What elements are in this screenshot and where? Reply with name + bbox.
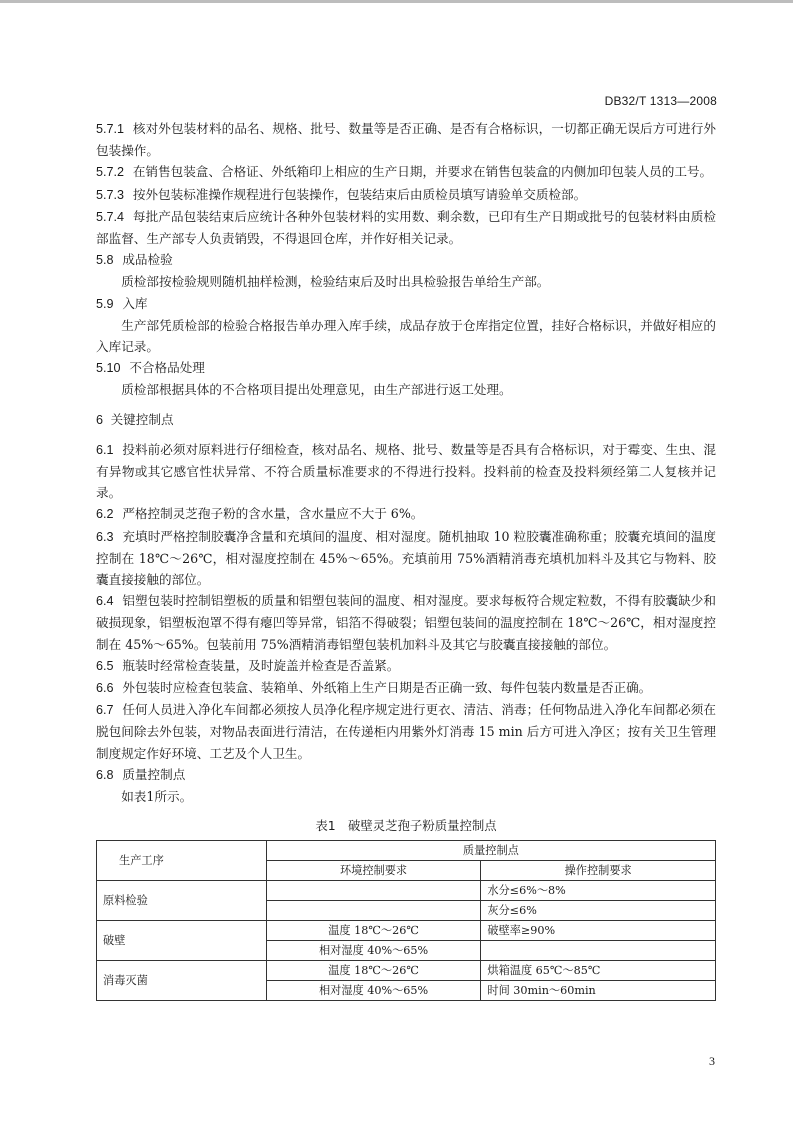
quality-control-table: [96, 840, 716, 1001]
cell-env: 相对湿度 40%～65%: [266, 980, 481, 1000]
clause-5-7-1: [96, 118, 716, 161]
clause-text: 核对外包装材料的品名、规格、批号、数量等是否正确、是否有合格标识，一切都正确无误后方可进行外包装操作。: [96, 121, 716, 159]
cell-op: 烘箱温度 65℃～85℃: [481, 960, 716, 980]
clause-5-7-3: [96, 184, 716, 206]
clause-6-2: [96, 503, 716, 525]
clause-number: 6.7: [96, 703, 114, 718]
clause-6-1: [96, 439, 716, 504]
clause-6-3: [96, 526, 716, 591]
clause-title: 入库: [122, 295, 148, 311]
cell-op: 时间 30min～60min: [481, 980, 716, 1000]
header-op: 操作控制要求: [481, 860, 716, 880]
chapter-title: 关键控制点: [110, 411, 174, 427]
chapter-6-heading: [96, 409, 716, 431]
cell-op: 破壁率≥90%: [481, 920, 716, 940]
clause-number: 6.8: [96, 767, 114, 782]
table-header-row: [97, 840, 716, 860]
clause-text: 投料前必须对原料进行仔细检查，核对品名、规格、批号、数量等是否具有合格标识，对于霉变、生虫、混有异物或其它感官性状异常、不符合质量标准要求的不得进行投料。投料前的检查及投料须经第二人复核并记录。: [96, 441, 716, 501]
main-content: [96, 118, 716, 1001]
document-code: DB32/T 1313—2008: [604, 94, 717, 108]
table-row: [97, 880, 716, 900]
clause-6-8-heading: [96, 764, 716, 786]
clause-5-10-text: 质检部根据具体的不合格项目提出处理意见，由生产部进行返工处理。: [121, 382, 512, 398]
table-row: [97, 920, 716, 940]
clause-title: 不合格品处理: [129, 360, 205, 376]
clause-number: 6.2: [96, 507, 114, 522]
clause-number: 6.3: [96, 529, 114, 544]
clause-number: 6.1: [96, 442, 114, 457]
clause-text: 铝塑包装时控制铝塑板的质量和铝塑包装间的温度、相对湿度。要求每板符合规定粒数，不得有胶囊缺少和破损现象，铝塑板泡罩不得有瘪凹等异常，铝箔不得破裂；铝塑包装间的温度控制在 18℃～26℃，相对湿度控制在 45%～65%。包装前用 75%酒精消毒铝塑包装机加料斗及其它与胶囊直接接触的部位。: [96, 593, 716, 652]
clause-text: 按外包装标准操作规程进行包装操作，包装结束后由质检员填写请验单交质检部。: [132, 186, 587, 202]
clause-6-5: [96, 655, 716, 677]
clause-number: 5.7.1: [96, 122, 125, 136]
cell-op: [481, 940, 716, 960]
clause-text: 每批产品包装结束后应统计各种外包装材料的实用数、剩余数，已印有生产日期或批号的包装材料由质检部监督、生产部专人负责销毁，不得退回仓库，并作好相关记录。: [96, 208, 716, 247]
clause-title: 质量控制点: [122, 766, 186, 782]
scan-edge: [0, 0, 793, 3]
clause-5-9-text: 生产部凭质检部的检验合格报告单办理入库手续，成品存放于仓库指定位置，挂好合格标识，并做好相应的入库记录。: [96, 317, 716, 355]
chapter-number: 6: [96, 412, 104, 427]
cell-env: [266, 880, 481, 900]
clause-6-7: [96, 699, 716, 764]
cell-env: 相对湿度 40%～65%: [266, 940, 481, 960]
clause-5-7-4: [96, 206, 716, 249]
clause-text: 任何人员进入净化车间都必须按人员净化程序规定进行更衣、清洁、消毒；任何物品进入净化车间都必须在脱包间除去外包装，对物品表面进行清洁，在传递柜内用紫外灯消毒 15 min 后方可进入净区；按有关卫生管理制度规定作好环境、工艺及个人卫生。: [96, 702, 716, 761]
clause-text: 在销售包装盒、合格证、外纸箱印上相应的生产日期，并要求在销售包装盒的内侧加印包装人员的工号。: [132, 164, 713, 180]
clause-text: 严格控制灵芝孢子粉的含水量，含水量应不大于 6%。: [122, 506, 424, 522]
clause-number: 6.4: [96, 594, 114, 609]
clause-text: 外包装时应检查包装盒、装箱单、外纸箱上生产日期是否正确一致、每件包装内数量是否正确。: [122, 680, 652, 696]
clause-6-4: [96, 590, 716, 655]
clause-number: 6.5: [96, 658, 114, 673]
header-quality-group: 质量控制点: [266, 840, 715, 860]
clause-text: 充填时严格控制胶囊净含量和充填间的温度、相对湿度。随机抽取 10 粒胶囊准确称重；胶囊充填间的温度控制在 18℃～26℃，相对湿度控制在 45%～65%。充填前用 75%酒精消毒充填机加料斗及其它与物料、胶囊直接接触的部位。: [96, 528, 716, 588]
clause-number: 5.10: [96, 361, 121, 376]
clause-6-6: [96, 677, 716, 699]
cell-env: [266, 900, 481, 920]
cell-process: 原料检验: [97, 880, 267, 920]
table-row: [97, 960, 716, 980]
clause-text: 瓶装时经常检查装量，及时旋盖并检查是否盖紧。: [122, 657, 400, 673]
clause-title: 成品检验: [122, 252, 173, 268]
clause-5-9-heading: [96, 293, 716, 315]
clause-5-8-heading: [96, 249, 716, 271]
clause-number: 5.8: [96, 253, 114, 268]
clause-number: 5.7.2: [96, 165, 125, 180]
cell-op: 灰分≤6%: [481, 900, 716, 920]
clause-5-7-2: [96, 161, 716, 183]
clause-number: 5.7.4: [96, 209, 125, 224]
cell-process: 消毒灭菌: [97, 960, 267, 1000]
cell-process: 破壁: [97, 920, 267, 960]
clause-6-8-text: 如表1所示。: [121, 789, 193, 805]
cell-op: 水分≤6%～8%: [481, 880, 716, 900]
header-env: 环境控制要求: [266, 860, 481, 880]
clause-5-10-heading: [96, 357, 716, 379]
header-process: 生产工序: [97, 840, 267, 880]
table-title: 表1 破壁灵芝孢子粉质量控制点: [315, 818, 497, 834]
cell-env: 温度 18℃～26℃: [266, 960, 481, 980]
page-number: 3: [709, 1054, 715, 1068]
clause-number: 5.9: [96, 296, 114, 311]
cell-env: 温度 18℃～26℃: [266, 920, 481, 940]
clause-5-8-text: 质检部按检验规则随机抽样检测，检验结束后及时出具检验报告单给生产部。: [121, 274, 550, 290]
clause-number: 6.6: [96, 681, 114, 696]
clause-number: 5.7.3: [96, 187, 125, 202]
